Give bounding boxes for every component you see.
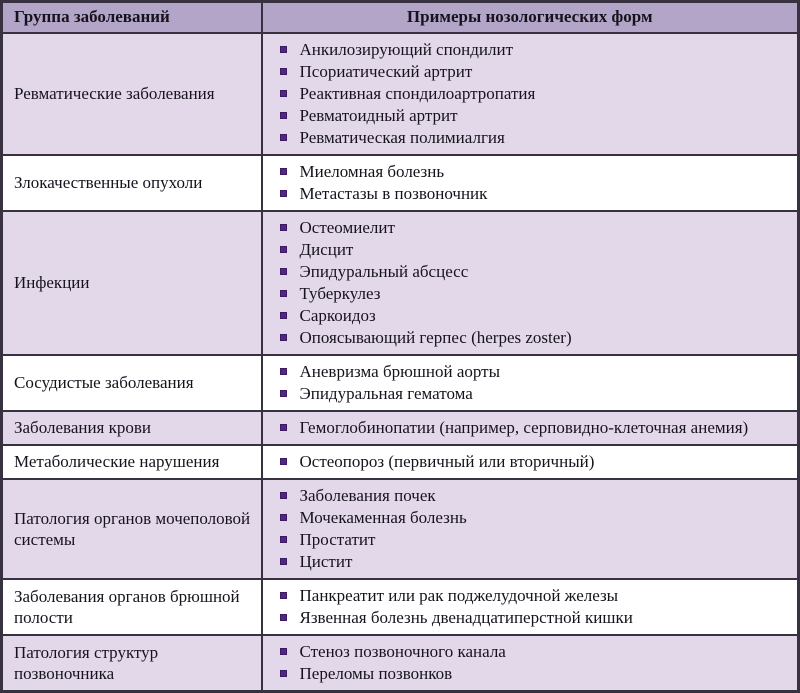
table-row (2, 411, 799, 445)
square-bullet-icon (280, 390, 287, 397)
example-item-label: Псориатический артрит (299, 61, 473, 81)
example-item-label: Дисцит (299, 239, 354, 259)
example-item-label: Метастазы в позвоночник (299, 183, 488, 203)
square-bullet-icon (280, 268, 287, 275)
group-cell: Метаболические нарушения (2, 445, 262, 479)
examples-list (269, 485, 792, 573)
examples-cell (262, 355, 799, 411)
example-item (269, 161, 792, 183)
table-row (2, 445, 799, 479)
example-item (269, 529, 792, 551)
table-row (2, 155, 799, 211)
group-cell: Инфекции (2, 211, 262, 355)
example-item-label: Остеомиелит (299, 217, 395, 237)
example-item-label: Стеноз позвоночного канала (299, 641, 506, 661)
square-bullet-icon (280, 558, 287, 565)
example-item (269, 239, 792, 261)
group-cell: Патология структур позвоночника (2, 635, 262, 692)
example-item-label: Опоясывающий герпес (herpes zoster) (299, 327, 572, 347)
example-item-label: Остеопороз (первичный или вторичный) (299, 451, 595, 471)
column-header-nosology-examples: Примеры нозологических форм (262, 2, 799, 33)
examples-cell (262, 635, 799, 692)
square-bullet-icon (280, 68, 287, 75)
table-row (2, 211, 799, 355)
square-bullet-icon (280, 134, 287, 141)
table-row (2, 635, 799, 692)
example-item (269, 551, 792, 573)
example-item-label: Туберкулез (299, 283, 381, 303)
square-bullet-icon (280, 424, 287, 431)
examples-cell (262, 579, 799, 635)
square-bullet-icon (280, 246, 287, 253)
square-bullet-icon (280, 90, 287, 97)
examples-cell (262, 155, 799, 211)
square-bullet-icon (280, 290, 287, 297)
example-item-label: Анкилозирующий спондилит (299, 39, 514, 59)
example-item-label: Гемоглобинопатии (например, серповидно-клеточная анемия) (299, 417, 749, 437)
group-cell: Злокачественные опухоли (2, 155, 262, 211)
example-item (269, 641, 792, 663)
example-item-label: Реактивная спондилоартропатия (299, 83, 536, 103)
example-item-label: Эпидуральная гематома (299, 383, 473, 403)
examples-cell (262, 445, 799, 479)
example-item (269, 217, 792, 239)
examples-cell (262, 33, 799, 155)
example-item-label: Ревматоидный артрит (299, 105, 458, 125)
example-item (269, 327, 792, 349)
header-row (2, 2, 799, 33)
square-bullet-icon (280, 224, 287, 231)
square-bullet-icon (280, 670, 287, 677)
square-bullet-icon (280, 614, 287, 621)
table-row (2, 355, 799, 411)
example-item (269, 417, 792, 439)
example-item-label: Переломы позвонков (299, 663, 453, 683)
square-bullet-icon (280, 190, 287, 197)
example-item (269, 507, 792, 529)
example-item (269, 663, 792, 685)
examples-list (269, 585, 792, 629)
example-item (269, 261, 792, 283)
examples-list (269, 451, 792, 473)
group-cell: Патология органов мочеполовой системы (2, 479, 262, 579)
table-row (2, 579, 799, 635)
example-item (269, 283, 792, 305)
examples-cell (262, 411, 799, 445)
examples-list (269, 361, 792, 405)
examples-list (269, 161, 792, 205)
square-bullet-icon (280, 592, 287, 599)
table-body (2, 33, 799, 692)
example-item (269, 451, 792, 473)
group-cell: Ревматические заболевания (2, 33, 262, 155)
group-cell: Заболевания крови (2, 411, 262, 445)
group-cell: Сосудистые заболевания (2, 355, 262, 411)
example-item-label: Цистит (299, 551, 353, 571)
example-item-label: Панкреатит или рак поджелудочной железы (299, 585, 619, 605)
example-item (269, 383, 792, 405)
column-header-disease-group: Группа заболеваний (2, 2, 262, 33)
table-row (2, 479, 799, 579)
examples-list (269, 39, 792, 149)
example-item-label: Ревматическая полимиалгия (299, 127, 505, 147)
example-item-label: Простатит (299, 529, 376, 549)
group-cell: Заболевания органов брюшной полости (2, 579, 262, 635)
square-bullet-icon (280, 334, 287, 341)
square-bullet-icon (280, 536, 287, 543)
example-item-label: Эпидуральный абсцесс (299, 261, 469, 281)
examples-list (269, 417, 792, 439)
example-item (269, 127, 792, 149)
example-item-label: Миеломная болезнь (299, 161, 445, 181)
example-item (269, 585, 792, 607)
square-bullet-icon (280, 112, 287, 119)
square-bullet-icon (280, 168, 287, 175)
example-item (269, 105, 792, 127)
example-item-label: Саркоидоз (299, 305, 376, 325)
example-item (269, 83, 792, 105)
examples-cell (262, 211, 799, 355)
examples-cell (262, 479, 799, 579)
example-item (269, 485, 792, 507)
square-bullet-icon (280, 648, 287, 655)
square-bullet-icon (280, 492, 287, 499)
example-item-label: Язвенная болезнь двенадцатиперстной кишки (299, 607, 633, 627)
square-bullet-icon (280, 514, 287, 521)
example-item-label: Заболевания почек (299, 485, 436, 505)
examples-list (269, 641, 792, 685)
example-item (269, 183, 792, 205)
square-bullet-icon (280, 368, 287, 375)
square-bullet-icon (280, 458, 287, 465)
examples-list (269, 217, 792, 349)
square-bullet-icon (280, 46, 287, 53)
example-item-label: Мочекаменная болезнь (299, 507, 467, 527)
example-item (269, 39, 792, 61)
example-item (269, 361, 792, 383)
table-row (2, 33, 799, 155)
example-item-label: Аневризма брюшной аорты (299, 361, 501, 381)
example-item (269, 607, 792, 629)
example-item (269, 305, 792, 327)
square-bullet-icon (280, 312, 287, 319)
example-item (269, 61, 792, 83)
